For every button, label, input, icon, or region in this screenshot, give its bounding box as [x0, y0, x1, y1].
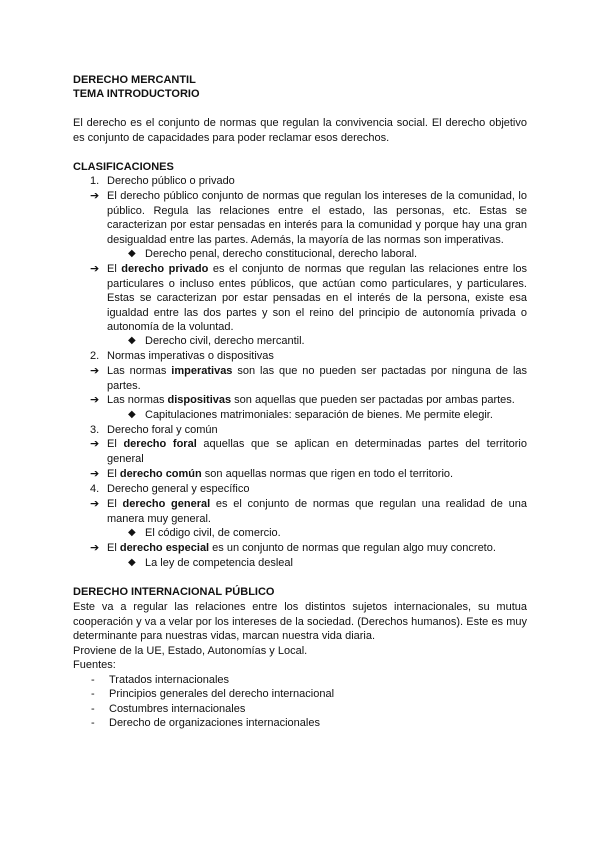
list-number: 2.: [90, 350, 100, 362]
foral-text: El derecho foral aquellas que se aplican en determinadas partes del territorio general: [107, 438, 527, 465]
list-label: Derecho general y específico: [107, 483, 250, 495]
list-number: 1.: [90, 175, 100, 187]
dip-proviene: Proviene de la UE, Estado, Autonomías y Local.: [73, 645, 308, 657]
doc-title: DERECHO MERCANTIL: [73, 74, 196, 86]
list-label: Derecho público o privado: [107, 175, 235, 187]
list-number: 3.: [90, 424, 100, 436]
arrow-icon: ➔: [90, 190, 100, 202]
bullet-text: Derecho penal, derecho constitucional, derecho laboral.: [145, 248, 418, 260]
arrow-icon: ➔: [90, 542, 100, 554]
arrow-icon: ➔: [90, 263, 100, 275]
list-label: Normas imperativas o dispositivas: [107, 350, 274, 362]
arrow-icon: ➔: [90, 438, 100, 450]
fuente-item: Derecho de organizaciones internacionales: [109, 717, 320, 729]
diamond-icon: ◆: [128, 248, 136, 259]
dash-icon: -: [91, 717, 95, 729]
list-number: 4.: [90, 483, 100, 495]
diamond-icon: ◆: [128, 335, 136, 346]
bullet-text: La ley de competencia desleal: [145, 557, 293, 569]
diamond-icon: ◆: [128, 557, 136, 568]
diamond-icon: ◆: [128, 409, 136, 420]
bullet-text: Capitulaciones matrimoniales: separación de bienes. Me permite elegir.: [145, 409, 493, 421]
derecho-publico-text: El derecho público conjunto de normas que regulan los intereses de la comunidad, lo público. Regula las relaciones entre el estado, las personas, etc. Estas se caracterizan por estar pensadas en interés para la comunidad y porque hay una gran desigualdad entre las partes. Además, la mayoría de las normas son imperativas.: [107, 190, 527, 246]
doc-subtitle: TEMA INTRODUCTORIO: [73, 88, 200, 100]
derecho-privado-text: El derecho privado es el conjunto de normas que regulan las relaciones entre los particulares o incluso entes públicos, que actúan como particulares, y particulares. Estas se caracterizan por estar pensadas en el interés de la persona, existe esa igualdad entre las dos partes y son el reino del principio de autonomía privada o autonomía de la voluntad.: [107, 263, 527, 333]
fuente-item: Costumbres internacionales: [109, 703, 246, 715]
bullet-text: Derecho civil, derecho mercantil.: [145, 335, 305, 347]
dispositivas-text: Las normas dispositivas son aquellas que pueden ser pactadas por ambas partes.: [107, 394, 515, 406]
diamond-icon: ◆: [128, 527, 136, 538]
dip-heading: DERECHO INTERNACIONAL PÚBLICO: [73, 586, 275, 598]
dash-icon: -: [91, 688, 95, 700]
dash-icon: -: [91, 703, 95, 715]
dip-paragraph: Este va a regular las relaciones entre los distintos sujetos internacionales, su mutua cooperación y va a velar por los intereses de la sociedad. (Derechos humanos). Este es muy determinante para nuestras vidas, marcan nuestra vida diaria.: [73, 601, 527, 642]
arrow-icon: ➔: [90, 394, 100, 406]
arrow-icon: ➔: [90, 498, 100, 510]
intro-paragraph: El derecho es el conjunto de normas que regulan la convivencia social. El derecho objetivo es conjunto de capacidades para poder reclamar esos derechos.: [73, 117, 527, 144]
clasificaciones-heading: CLASIFICACIONES: [73, 161, 174, 173]
general-text: El derecho general es el conjunto de normas que regulan una realidad de una manera muy general.: [107, 498, 527, 525]
imperativas-text: Las normas imperativas son las que no pueden ser pactadas por ninguna de las partes.: [107, 365, 528, 392]
fuente-item: Principios generales del derecho internacional: [109, 688, 335, 700]
fuente-item: Tratados internacionales: [109, 674, 230, 686]
fuentes-label: Fuentes:: [73, 659, 116, 671]
arrow-icon: ➔: [90, 468, 100, 480]
list-label: Derecho foral y común: [107, 424, 218, 436]
bullet-text: El código civil, de comercio.: [145, 527, 281, 539]
dash-icon: -: [91, 674, 95, 686]
comun-text: El derecho común son aquellas normas que rigen en todo el territorio.: [107, 468, 454, 480]
arrow-icon: ➔: [90, 365, 100, 377]
especial-text: El derecho especial es un conjunto de normas que regulan algo muy concreto.: [107, 542, 496, 554]
